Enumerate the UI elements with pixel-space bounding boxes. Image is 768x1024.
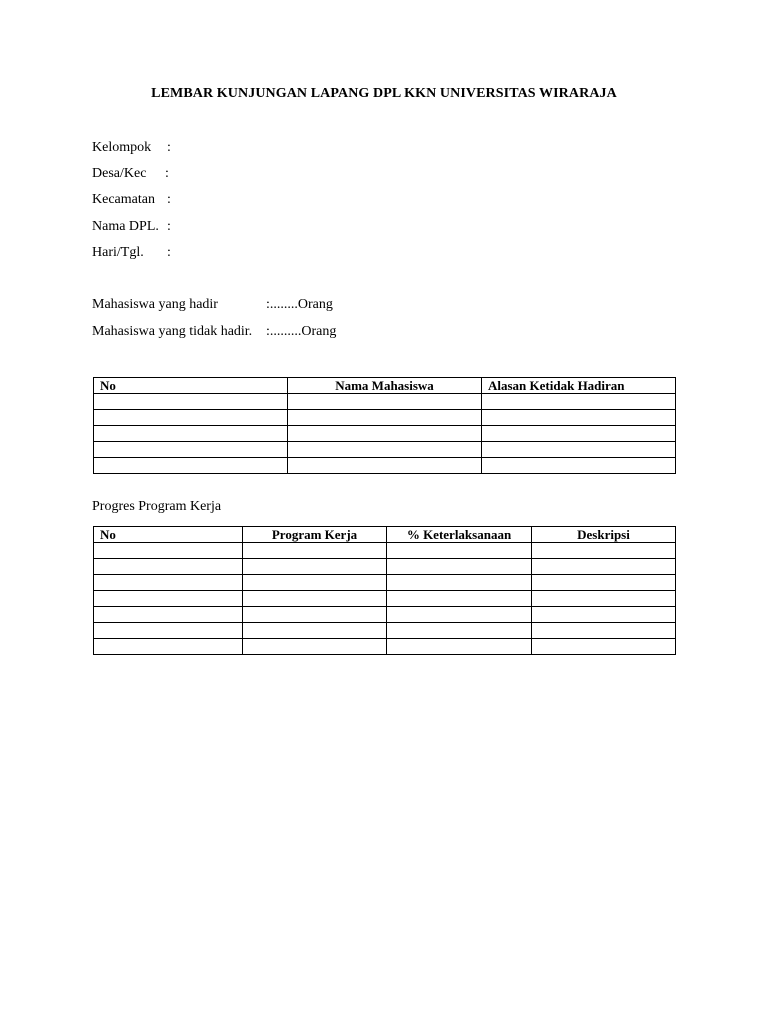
table-cell[interactable] [288,442,482,458]
table-cell[interactable] [387,575,532,591]
table-cell[interactable] [94,543,243,559]
table-cell[interactable] [94,623,243,639]
table-cell[interactable] [387,623,532,639]
attendance-present [92,297,333,313]
attendance-value: :........Orang [266,297,333,312]
table-row [94,458,676,474]
table-row [94,394,676,410]
field-kecamatan [92,192,171,208]
field-colon: : [165,166,169,181]
table-cell[interactable] [243,591,387,607]
attendance-absent [92,324,337,340]
page-title: LEMBAR KUNJUNGAN LAPANG DPL KKN UNIVERSITAS WIRARAJA [151,86,617,101]
table-cell[interactable] [532,639,676,655]
field-colon: : [167,219,171,234]
table-cell[interactable] [94,426,288,442]
table-row [94,575,676,591]
attendance-value: :.........Orang [266,324,337,339]
table-cell[interactable] [482,458,676,474]
table-cell[interactable] [243,543,387,559]
table-cell[interactable] [532,559,676,575]
table-header-row [94,378,676,394]
table-cell[interactable] [387,559,532,575]
field-nama-dpl [92,219,171,235]
table-row [94,559,676,575]
table-row [94,442,676,458]
column-header-no: No [94,527,243,543]
table-row [94,607,676,623]
field-label: Nama DPL. [92,219,159,234]
column-header-nama-mahasiswa: Nama Mahasiswa [288,378,482,394]
table-cell[interactable] [288,458,482,474]
table-cell[interactable] [482,426,676,442]
attendance-label: Mahasiswa yang tidak hadir. [92,324,253,339]
table-cell[interactable] [532,591,676,607]
table-cell[interactable] [243,575,387,591]
field-colon: : [167,192,171,207]
table-cell[interactable] [288,394,482,410]
table-cell[interactable] [532,607,676,623]
column-header-deskripsi: Deskripsi [532,527,676,543]
table-cell[interactable] [387,607,532,623]
table-cell[interactable] [532,623,676,639]
field-hari-tgl [92,245,171,261]
field-desa-kec [92,166,169,182]
table-cell[interactable] [387,639,532,655]
table-cell[interactable] [387,543,532,559]
table-cell[interactable] [94,639,243,655]
field-colon: : [167,245,171,260]
field-label: Hari/Tgl. [92,245,144,260]
table-cell[interactable] [482,442,676,458]
column-header-alasan: Alasan Ketidak Hadiran [482,378,676,394]
table-row [94,426,676,442]
progress-table [93,526,676,655]
table-cell[interactable] [532,543,676,559]
table-cell[interactable] [243,639,387,655]
field-colon: : [167,140,171,155]
table-cell[interactable] [243,623,387,639]
table-row [94,543,676,559]
table-cell[interactable] [94,559,243,575]
column-header-program-kerja: Program Kerja [243,527,387,543]
table-cell[interactable] [94,575,243,591]
attendance-label: Mahasiswa yang hadir [92,297,218,312]
table-cell[interactable] [532,575,676,591]
table-cell[interactable] [482,394,676,410]
column-header-keterlaksanaan: % Keterlaksanaan [387,527,532,543]
field-kelompok [92,140,171,156]
table-cell[interactable] [94,442,288,458]
section-title-progres: Progres Program Kerja [92,499,222,514]
table-cell[interactable] [288,410,482,426]
column-header-no: No [94,378,288,394]
table-cell[interactable] [288,426,482,442]
table-cell[interactable] [482,410,676,426]
table-row [94,410,676,426]
table-row [94,623,676,639]
table-cell[interactable] [94,394,288,410]
absence-table [93,377,676,474]
table-row [94,639,676,655]
table-cell[interactable] [243,559,387,575]
table-cell[interactable] [243,607,387,623]
table-cell[interactable] [94,607,243,623]
table-cell[interactable] [387,591,532,607]
field-label: Desa/Kec [92,166,147,181]
table-cell[interactable] [94,410,288,426]
field-label: Kelompok [92,140,152,155]
table-row [94,591,676,607]
table-cell[interactable] [94,458,288,474]
table-header-row [94,527,676,543]
field-label: Kecamatan [92,192,155,207]
table-cell[interactable] [94,591,243,607]
